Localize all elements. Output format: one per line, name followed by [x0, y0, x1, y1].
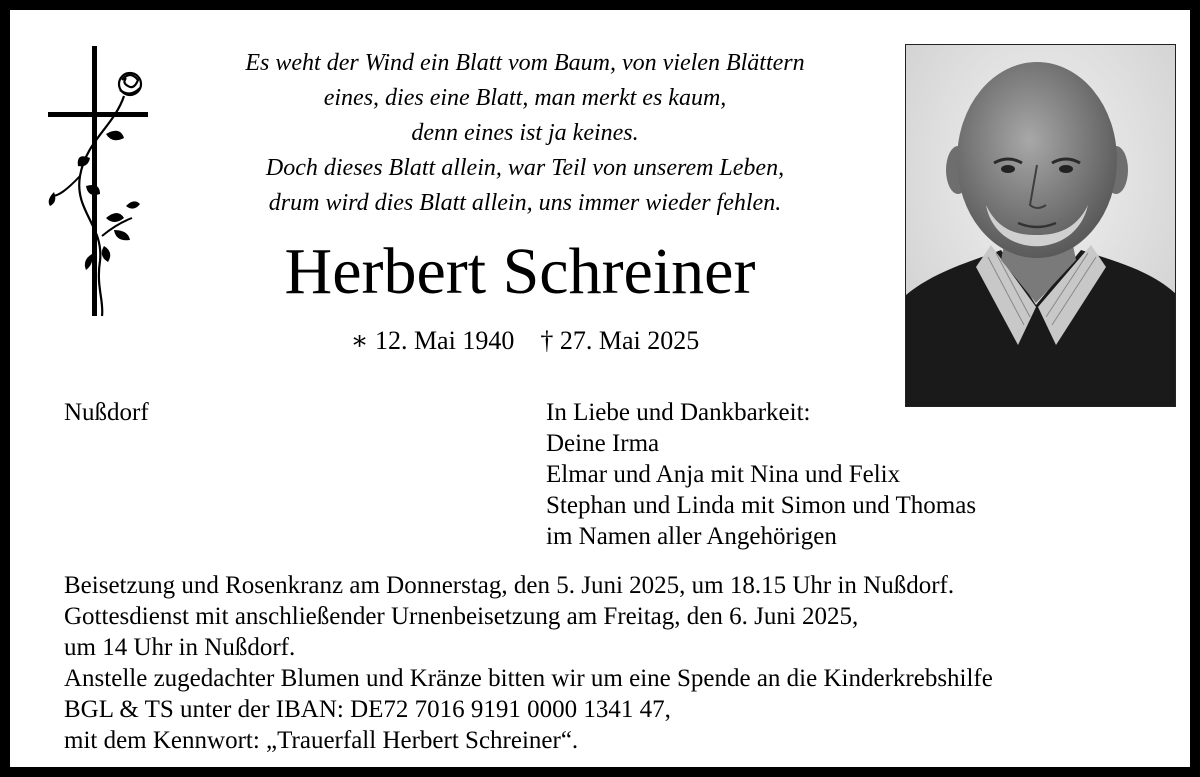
- info-line: mit dem Kennwort: „Trauerfall Herbert Schreiner“.: [64, 727, 579, 754]
- deceased-name: Herbert Schreiner: [284, 235, 756, 308]
- mourner-line: Deine Irma: [546, 430, 660, 457]
- place-name: Nußdorf: [64, 399, 149, 426]
- cross-with-rose-icon: [44, 46, 154, 318]
- memorial-verse: [160, 46, 890, 221]
- funeral-information: [64, 570, 993, 756]
- verse-line: drum wird dies Blatt allein, uns immer wieder fehlen.: [268, 190, 782, 216]
- birth-date: ∗ 12. Mai 1940: [350, 326, 515, 355]
- life-dates: [220, 323, 830, 359]
- portrait-photo: [905, 44, 1176, 407]
- info-line: Anstelle zugedachter Blumen und Kränze bitten wir um eine Spende an die Kinderkrebshilfe: [64, 665, 993, 692]
- verse-line: denn eines ist ja keines.: [411, 120, 639, 146]
- info-line: Beisetzung und Rosenkranz am Donnerstag, den 5. Juni 2025, um 18.15 Uhr in Nußdorf.: [64, 572, 955, 599]
- mourner-line: In Liebe und Dankbarkeit:: [546, 399, 811, 426]
- verse-line: Es weht der Wind ein Blatt vom Baum, von vielen Blättern: [245, 50, 805, 76]
- info-line: um 14 Uhr in Nußdorf.: [64, 634, 296, 661]
- mourner-line: Stephan und Linda mit Simon und Thomas: [546, 492, 977, 519]
- mourner-line: im Namen aller Angehörigen: [546, 523, 837, 550]
- verse-line: eines, dies eine Blatt, man merkt es kaum,: [323, 85, 727, 111]
- verse-line: Doch dieses Blatt allein, war Teil von unserem Leben,: [265, 155, 785, 181]
- mourner-line: Elmar und Anja mit Nina und Felix: [546, 461, 901, 488]
- death-date: † 27. Mai 2025: [540, 326, 700, 355]
- info-line: BGL & TS unter der IBAN: DE72 7016 9191 0000 1341 47,: [64, 696, 671, 723]
- info-line: Gottesdienst mit anschließender Urnenbeisetzung am Freitag, den 6. Juni 2025,: [64, 603, 859, 630]
- mourners-list: [546, 397, 976, 552]
